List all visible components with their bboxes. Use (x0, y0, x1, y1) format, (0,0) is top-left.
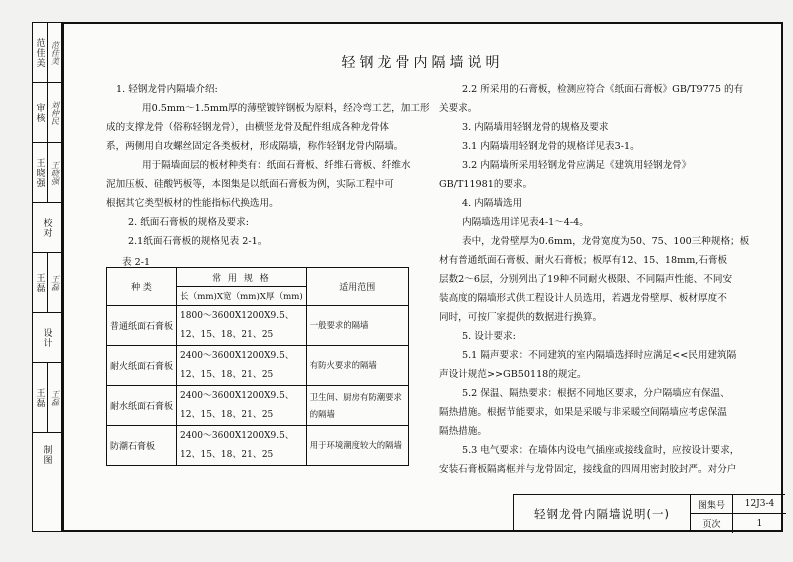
table-cell-spec: 2400～3600X1200X9.5、 12、15、18、21、25 (177, 346, 307, 386)
right-para-line: 5.1 隔声要求：不同建筑的室内隔墙选择时应满足<<民用建筑隔 (462, 350, 737, 361)
left-para-line: 泥加压板、硅酸钙板等，本图集是以纸面石膏板为例，实际工程中可 (106, 179, 394, 190)
atlas-number-label: 图集号 (691, 495, 733, 514)
right-para-line: 隔热措施。根据节能要求，如果是采暖与非采暖空间隔墙应考虑保温 (439, 407, 727, 418)
sidebar-review-label: 审核 (34, 102, 45, 123)
right-para-line: 5.3 电气要求：在墙体内设电气插座或接线盒时，应按设计要求， (462, 445, 740, 456)
right-para-line: 3.1 内隔墙用轻钢龙骨的规格详见表3-1。 (462, 141, 640, 152)
table-header-spec: 常 用 规 格 (177, 268, 307, 287)
table-row (107, 306, 409, 346)
table-header-use: 适用范围 (306, 268, 408, 306)
sidebar-cell-proof (33, 203, 61, 253)
right-para-line: 同时，可按厂家提供的数据进行换算。 (439, 312, 603, 323)
right-para-line: 声设计规范>>GB50118的规定。 (439, 369, 587, 380)
right-para-line: 材有普通纸面石膏板、耐火石膏板；板厚有12、15、18mm,石膏板 (439, 255, 728, 266)
table-row (107, 346, 409, 386)
table-cell-kind: 耐火纸面石膏板 (107, 346, 177, 386)
sidebar-proof-signature: 王晓强 (50, 160, 60, 185)
sidebar-cell-draft-name (33, 363, 61, 433)
right-para-heading-5: 5. 设计要求: (462, 331, 516, 342)
right-para-line: 内隔墙选用详见表4-1～4-4。 (462, 217, 589, 228)
table-cell-use: 卫生间、厨房有防潮要求 的隔墙 (306, 386, 408, 426)
sidebar-proof-label-a: 王晓强 (34, 157, 45, 188)
right-para-heading-3: 3. 内隔墙用轻钢龙骨的规格及要求 (462, 122, 609, 133)
table-cell-kind: 防潮石膏板 (107, 426, 177, 466)
sidebar-cell-draft (33, 433, 61, 530)
table-cell-spec: 2400～3600X1200X9.5、 12、15、18、21、25 (177, 386, 307, 426)
page-number-value: 1 (756, 518, 763, 529)
sidebar-top-label: 范佳美 (34, 37, 45, 68)
table-row (107, 386, 409, 426)
sidebar-cell-design-name (33, 253, 61, 313)
table-row (107, 426, 409, 466)
right-para-line: 3.2 内隔墙所采用轻钢龙骨应满足《建筑用轻钢龙骨》 (462, 160, 692, 171)
sidebar-proof-label: 校对 (41, 217, 52, 238)
table-cell-kind: 耐水纸面石膏板 (107, 386, 177, 426)
table-cell-spec: 1800～3600X1200X9.5、 12、15、18、21、25 (177, 306, 307, 346)
page-number-label: 页次 (691, 514, 733, 533)
table-cell-use: 一般要求的隔墙 (306, 306, 408, 346)
left-para-line: 2.1纸面石膏板的规格见表 2-1。 (128, 236, 268, 247)
signature-sidebar (32, 22, 62, 532)
right-para-line: 表中，龙骨壁厚为0.6mm，龙骨宽度为50、75、100三种规格；板 (462, 236, 750, 247)
sidebar-cell-top (33, 23, 61, 83)
table-cell-kind: 普通纸面石膏板 (107, 306, 177, 346)
sidebar-draft-signature: 王磊 (50, 389, 60, 406)
right-para-line: 层数2～6层，分别列出了19种不同耐火极限、不同隔声性能、不同安 (439, 274, 733, 285)
title-block-title: 轻钢龙骨内隔墙说明(一) (514, 495, 691, 532)
sidebar-top-signature: 范佳美 (50, 40, 60, 65)
gypsum-spec-table (106, 267, 409, 466)
left-para-line: 用于隔墙面层的板材种类有：纸面石膏板、纤维石膏板、纤维水 (142, 160, 411, 171)
table-header-dims: 长（mm)X宽（mm)X厚（mm) (177, 287, 307, 306)
sidebar-draft-label: 制图 (41, 445, 52, 465)
sidebar-draft-name: 王磊 (34, 387, 45, 408)
sidebar-review-signature: 刘仲民 (50, 100, 60, 125)
table-caption: 表 2-1 (122, 257, 151, 268)
left-para-heading-2: 2. 纸面石膏板的规格及要求: (128, 217, 249, 228)
table-header-kind: 种 类 (107, 268, 177, 306)
right-para-line: 装高度的隔墙形式供工程设计人员选用，若遇龙骨壁厚、板材厚度不 (439, 293, 727, 304)
page-title: 轻钢龙骨内隔墙说明 (341, 55, 504, 71)
right-para-line: 安装石膏板隔离框并与龙骨固定，接线盒的四周用密封胶封严。对分户 (439, 464, 737, 475)
left-para-line: 用0.5mm～1.5mm厚的薄壁镀锌钢板为原料，经冷弯工艺，加工形 (142, 103, 430, 114)
drawing-frame (62, 22, 783, 532)
left-para-line: 系，两侧用自攻螺丝固定各类板材，形成隔墙，称作轻钢龙骨内隔墙。 (106, 141, 404, 152)
sidebar-cell-review (33, 83, 61, 143)
left-para-heading-1: 1. 轻钢龙骨内隔墙介绍: (116, 84, 218, 95)
table-cell-use: 有防火要求的隔墙 (306, 346, 408, 386)
sidebar-design-label: 设计 (41, 327, 52, 348)
right-para-line: 5.2 保温、隔热要求：根据不同地区要求，分户隔墙应有保温、 (462, 388, 730, 399)
right-para-line: GB/T11981的要求。 (439, 179, 533, 190)
right-para-line: 隔热措施。 (439, 426, 487, 437)
left-para-line: 根据其它类型板材的性能指标代换选用。 (106, 198, 279, 209)
sidebar-cell-design (33, 313, 61, 363)
right-para-heading-4: 4. 内隔墙选用 (462, 198, 523, 209)
right-para-line: 2.2 所采用的石膏板，检测应符合《纸面石膏板》GB/T9775 的有 (462, 84, 744, 95)
table-cell-spec: 2400～3600X1200X9.5、 12、15、18、21、25 (177, 426, 307, 466)
title-block (513, 494, 785, 532)
right-para-line: 关要求。 (439, 103, 478, 114)
table-cell-use: 用于环境潮度较大的隔墙 (306, 426, 408, 466)
sidebar-design-signature: 王磊 (50, 274, 60, 291)
atlas-number-value: 12J3-4 (733, 495, 786, 514)
left-para-line: 成的支撑龙骨（俗称轻钢龙骨），由横竖龙骨及配件组成各种龙骨体 (106, 122, 390, 133)
sidebar-cell-proof-name (33, 143, 61, 203)
sidebar-design-name: 王磊 (34, 272, 45, 293)
